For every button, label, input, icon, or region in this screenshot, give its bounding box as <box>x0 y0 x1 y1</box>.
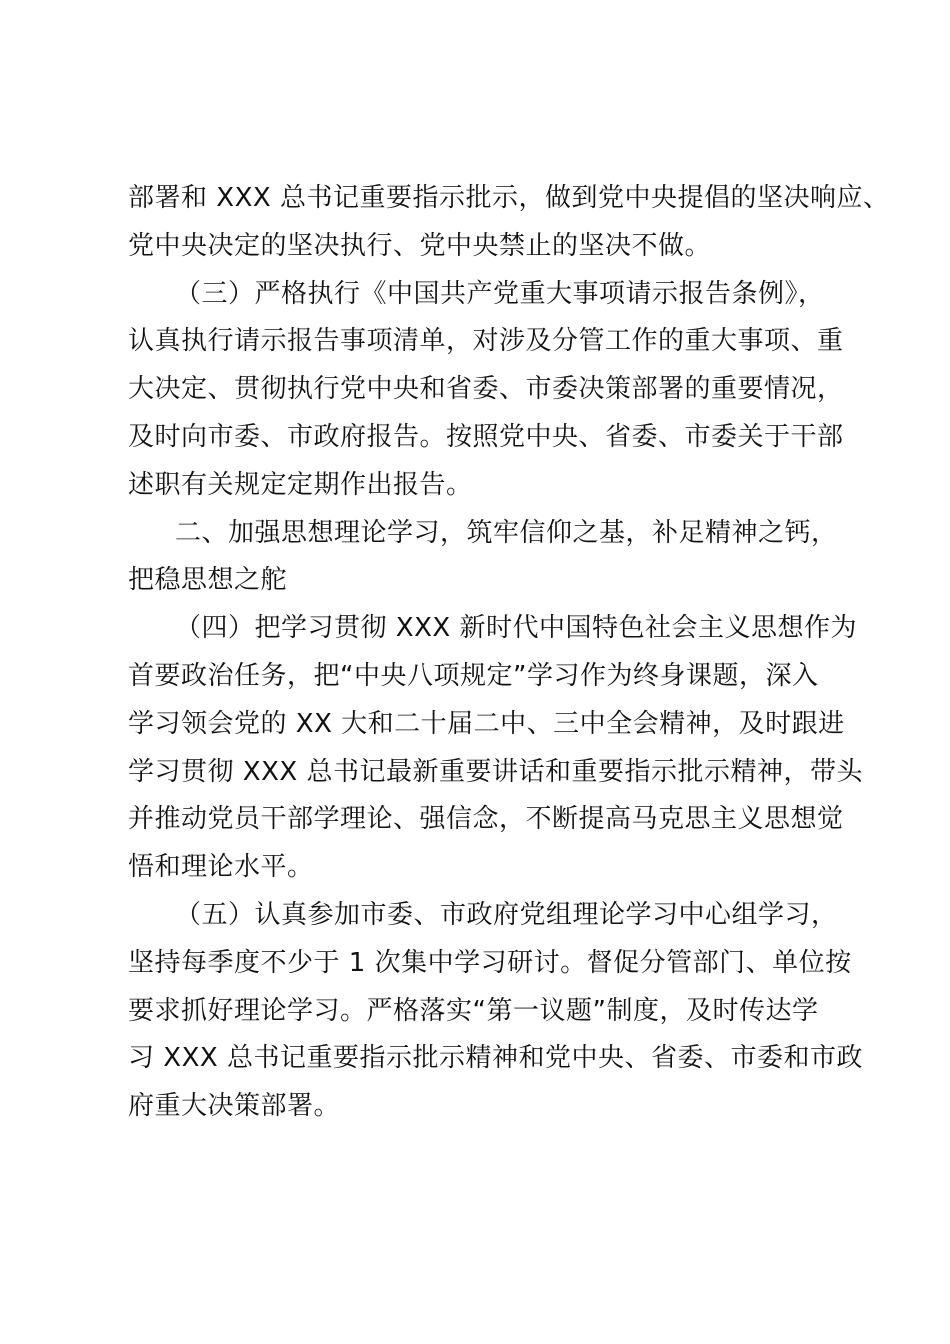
text-line: 学习贯彻 XXX 总书记最新重要讲话和重要指示批示精神，带头 <box>128 756 863 787</box>
paragraph-4-start: （四）把学习贯彻 XXX 新时代中国特色社会主义思想作为 <box>175 613 857 644</box>
section-heading-2-cont: 把稳思想之舵 <box>128 565 288 596</box>
text-line: 党中央决定的坚决执行、党中央禁止的坚决不做。 <box>128 230 712 261</box>
text-line: 认真执行请示报告事项清单，对涉及分管工作的重大事项、重 <box>128 326 844 357</box>
text-line: 习 XXX 总书记重要指示批示精神和党中央、省委、市委和市政 <box>128 1043 863 1074</box>
text-line: 部署和 XXX 总书记重要指示批示，做到党中央提倡的坚决响应、 <box>128 183 890 213</box>
text-line: 述职有关规定定期作出报告。 <box>128 469 473 500</box>
text-line: 学习领会党的 XX 大和二十届二中、三中全会精神，及时跟进 <box>128 708 845 739</box>
paragraph-5-start: （五）认真参加市委、市政府党组理论学习中心组学习， <box>175 899 838 930</box>
text-line: 及时向市委、市政府报告。按照党中央、省委、市委关于干部 <box>128 421 844 452</box>
paragraph-3-start: （三）严格执行《中国共产党重大事项请示报告条例》， <box>175 278 825 309</box>
text-line: 并推动党员干部学理论、强信念，不断提高马克思主义思想觉 <box>128 804 844 835</box>
text-line: 首要政治任务，把“中央八项规定”学习作为终身课题，深入 <box>128 660 819 691</box>
section-heading-2: 二、加强思想理论学习，筑牢信仰之基，补足精神之钙， <box>175 517 838 548</box>
text-line: 府重大决策部署。 <box>128 1091 341 1122</box>
text-line: 悟和理论水平。 <box>128 852 314 883</box>
document-body <box>128 183 890 1139</box>
text-line: 坚持每季度不少于 1 次集中学习研讨。督促分管部门、单位按 <box>128 947 852 978</box>
text-line: 要求抓好理论学习。严格落实“第一议题”制度，及时传达学 <box>128 995 819 1026</box>
text-line: 大决定、贯彻执行党中央和省委、市委决策部署的重要情况， <box>128 374 844 405</box>
